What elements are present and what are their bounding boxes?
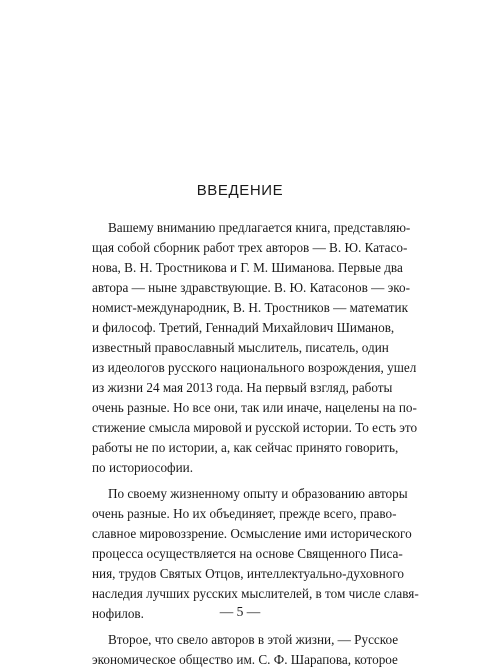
text-line: стижение смысла мировой и русской истории. То есть это — [92, 420, 418, 435]
paragraph — [92, 484, 419, 624]
text-line: По своему жизненному опыту и образованию авторы — [108, 486, 408, 501]
text-line: ния, трудов Святых Отцов, интеллектуально-духовного — [92, 566, 405, 581]
text-line: очень разные. Но их объединяет, прежде всего, право- — [92, 506, 397, 521]
text-line: экономическое общество им. С. Ф. Шарапова, которое — [92, 652, 398, 667]
text-line: славное мировоззрение. Осмысление ими исторического — [92, 526, 412, 541]
text-line: и философ. Третий, Геннадий Михайлович Шиманов, — [92, 320, 395, 335]
text-line: из идеологов русского национального возрождения, ушел — [92, 360, 417, 375]
text-line: автора — ныне здравствующие. В. Ю. Катасонов — эко- — [92, 280, 410, 295]
text-line: из жизни 24 мая 2013 года. На первый взгляд, работы — [92, 380, 393, 395]
text-line: номист-международник, В. Н. Тростников — математик — [92, 300, 408, 315]
page-number: — 5 — — [219, 604, 261, 619]
text-line: нова, В. Н. Тростникова и Г. М. Шиманова. Первые два — [92, 260, 403, 275]
text-line: по историософии. — [92, 460, 194, 475]
text-line: процесса осуществляется на основе Священного Писа- — [92, 546, 403, 561]
text-line: Вашему вниманию предлагается книга, представляю- — [108, 220, 411, 235]
text-line: нофилов. — [92, 606, 144, 621]
text-line: очень разные. Но все они, так или иначе, нацелены на по- — [92, 400, 417, 415]
text-line: щая собой сборник работ трех авторов — В. Ю. Катасо- — [92, 240, 408, 255]
text-line: Второе, что свело авторов в этой жизни, — Русское — [108, 632, 399, 647]
chapter-title: ВВЕДЕНИЕ — [196, 182, 284, 199]
text-line: работы не по истории, а, как сейчас принято говорить, — [92, 440, 399, 455]
text-line: известный православный мыслитель, писатель, один — [92, 340, 389, 355]
paragraph — [92, 218, 418, 478]
body-text — [92, 218, 419, 670]
paragraph — [92, 630, 399, 670]
text-line: наследия лучших русских мыслителей, в том числе славя- — [92, 586, 419, 601]
